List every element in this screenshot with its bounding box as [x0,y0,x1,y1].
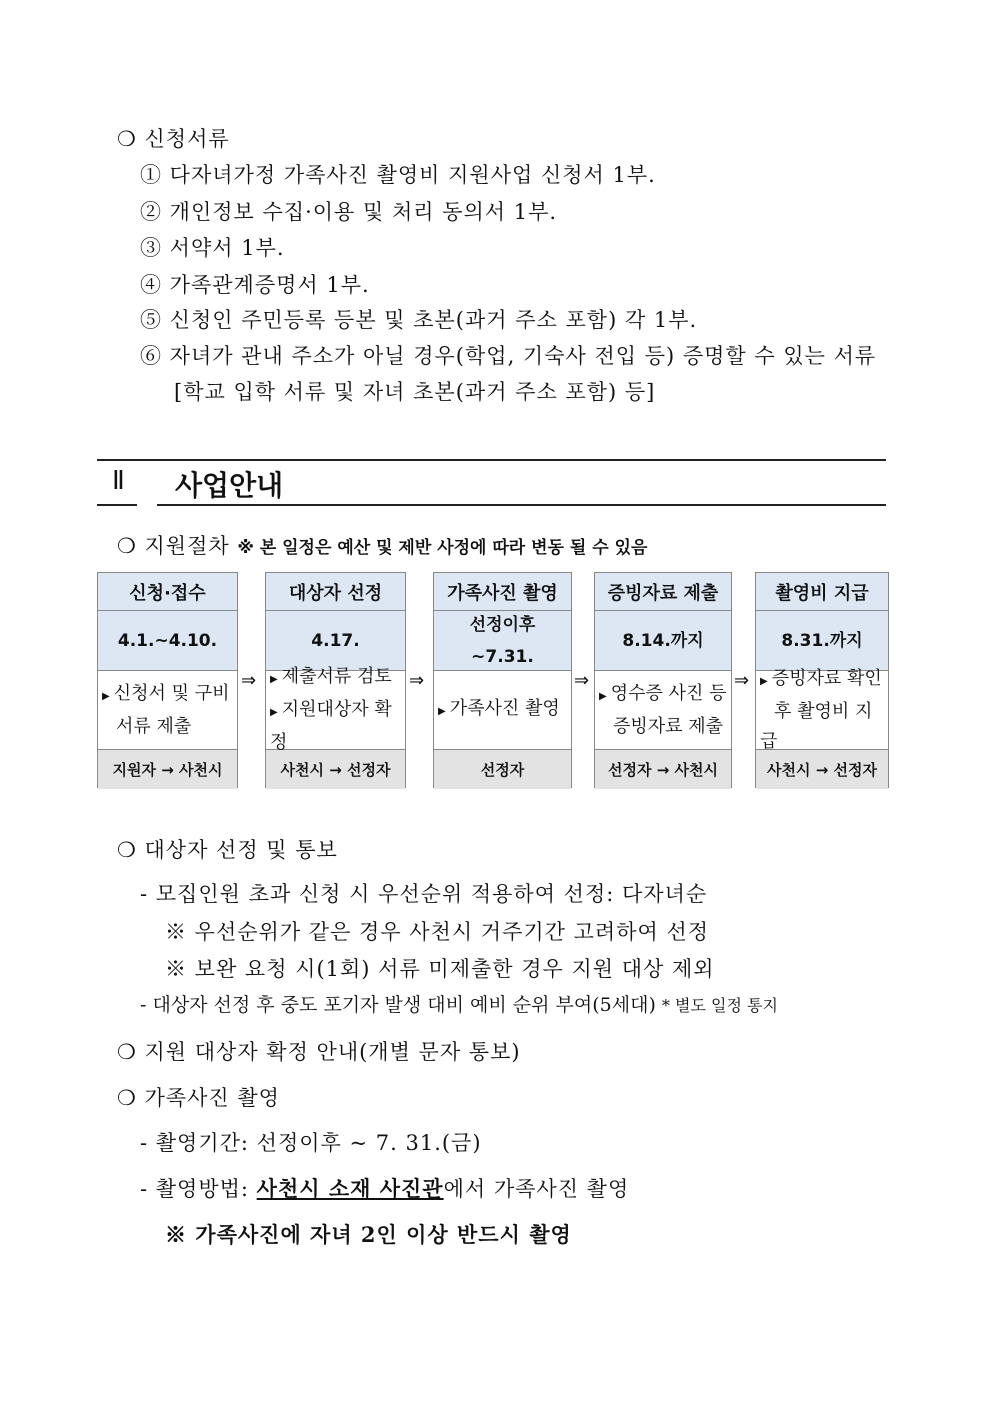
selection-heading: ❍ 대상자 선정 및 통보 [117,838,338,862]
procedure-heading [117,530,647,560]
step-body-line [599,679,731,712]
step-box [433,572,572,788]
step-flow: 선정자 → 사천시 [595,750,731,789]
step-body [434,671,571,750]
bullet-triangle-icon: ▶ [599,690,607,702]
photo-heading: ❍ 가족사진 촬영 [117,1086,280,1110]
step-body [595,671,731,750]
step-body-text: 증빙자료 확인 [771,667,882,689]
step-title: 촬영비 지급 [756,573,888,611]
step-date [98,611,237,671]
step-date [756,611,888,671]
bullet-triangle-icon: ▶ [102,690,110,702]
doc-item-cont: [학교 입학 서류 및 자녀 초본(과거 주소 포함) 등] [174,380,656,404]
step-body-text: 후 촬영비 지급 [760,700,873,752]
arrow-right-icon: ⇒ [574,670,590,691]
step-body-line [760,697,888,757]
photo-method [140,1173,629,1203]
step-body-line [438,694,571,727]
bullet-triangle-icon: ▶ [438,705,446,717]
arrow-right-icon: ⇒ [409,670,425,691]
selection-reserve: - 대상자 선정 후 중도 포기자 발생 대비 예비 순위 부여(5세대) [140,994,656,1016]
step-body-text: 서류 제출 [116,715,192,737]
step-body-line [102,679,237,712]
arrow-right-icon: ⇒ [241,670,257,691]
bullet-triangle-icon: ▶ [270,707,278,718]
doc-item: ⑥ 자녀가 관내 주소가 아닐 경우(학업, 기숙사 전입 등) 증명할 수 있는 서류 [140,344,877,368]
step-body-line [760,664,888,697]
selection-note: ※ 우선순위가 같은 경우 사천시 거주기간 고려하여 선정 [165,920,710,944]
procedure-heading-text: ❍ 지원절차 [117,534,230,558]
step-flow: 사천시 → 선정자 [756,750,888,789]
section-title: 사업안내 [175,469,284,502]
step-body-line [270,695,405,758]
step-title: 가족사진 촬영 [434,573,571,611]
selection-line [140,990,778,1017]
step-flow: 지원자 → 사천시 [98,750,237,789]
step-body [266,666,405,753]
notice-heading: ❍ 지원 대상자 확정 안내(개별 문자 통보) [117,1040,521,1064]
step-box [755,572,889,788]
selection-line: - 모집인원 초과 신청 시 우선순위 적용하여 선정: 다자녀순 [140,882,708,906]
docs-heading: ❍ 신청서류 [117,127,230,151]
step-flow: 사천시 → 선정자 [266,750,405,789]
selection-reserve-note: * 별도 일정 통지 [661,996,778,1015]
step-date-line: 8.31.까지 [781,630,863,651]
bullet-triangle-icon: ▶ [270,674,278,685]
step-flow: 선정자 [434,750,571,789]
step-body [98,671,237,750]
section-rule-bottom-left [97,504,137,506]
step-body-text: 제출서류 검토 [281,666,392,687]
step-date-line: 4.1.~4.10. [117,630,218,651]
step-body-line [102,712,237,742]
section-rule-bottom [157,504,886,506]
step-title: 대상자 선정 [266,573,405,611]
doc-item: ⑤ 신청인 주민등록 등본 및 초본(과거 주소 포함) 각 1부. [140,308,698,332]
step-body-line [599,712,731,742]
bullet-triangle-icon: ▶ [760,675,768,687]
method-place: 사천시 소재 사진관 [256,1176,444,1201]
step-body-line [270,662,405,695]
step-date-line: ~7.31. [471,646,534,667]
step-body [756,667,888,752]
doc-item: ② 개인정보 수집·이용 및 처리 동의서 1부. [140,200,558,224]
step-box [265,572,406,788]
step-body-text: 신청서 및 구비 [113,682,230,704]
step-title: 증빙자료 제출 [595,573,731,611]
step-body-text: 가족사진 촬영 [449,697,560,719]
arrow-right-icon: ⇒ [734,670,750,691]
step-body-text: 증빙자료 제출 [613,715,724,737]
section-number: Ⅱ [112,466,125,495]
procedure-note: ※ 본 일정은 예산 및 제반 사정에 따라 변동 될 수 있음 [237,538,648,558]
step-date [434,611,571,671]
doc-item: ④ 가족관계증명서 1부. [140,273,370,297]
doc-item: ① 다자녀가정 가족사진 촬영비 지원사업 신청서 1부. [140,163,656,187]
step-body-text: 지원대상자 확정 [270,699,392,753]
doc-item: ③ 서약서 1부. [140,236,285,260]
step-date [595,611,731,671]
selection-note: ※ 보완 요청 시(1회) 서류 미제출한 경우 지원 대상 제외 [165,957,715,981]
step-body-text: 영수증 사진 등 [610,682,727,704]
step-date-line: 8.14.까지 [622,630,704,651]
section-rule-top [97,459,886,461]
step-title: 신청·접수 [98,573,237,611]
method-prefix: - 촬영방법: [140,1177,257,1201]
photo-warning: ※ 가족사진에 자녀 2인 이상 반드시 촬영 [165,1222,572,1247]
method-suffix: 에서 가족사진 촬영 [443,1177,630,1201]
step-box [97,572,238,788]
photo-period: - 촬영기간: 선정이후 ~ 7. 31.(금) [140,1131,482,1155]
step-date-line: 선정이후 [469,614,536,635]
step-date-line: 4.17. [311,630,360,651]
step-box [594,572,732,788]
